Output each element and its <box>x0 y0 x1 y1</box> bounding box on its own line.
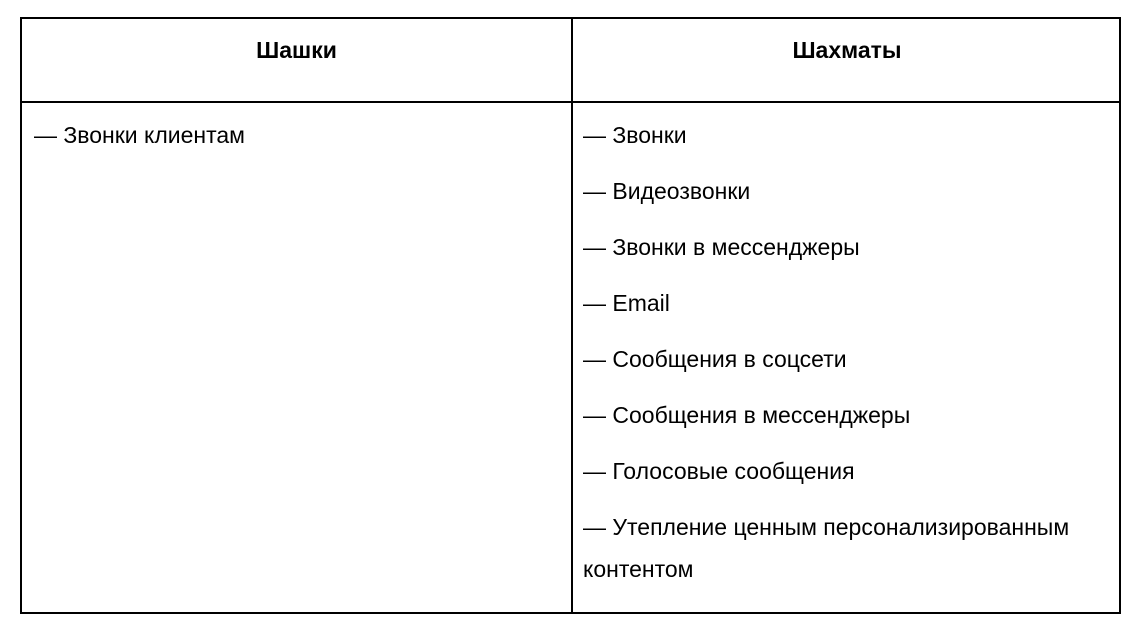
chess-column <box>583 103 1113 618</box>
list-item: — Видеозвонки <box>583 178 751 204</box>
list-item: — Звонки <box>583 122 687 148</box>
list-item: — Сообщения в соцсети <box>583 346 847 372</box>
list-item: — Звонки в мессенджеры <box>583 234 860 260</box>
list-item: — Email <box>583 290 670 316</box>
checkers-column <box>34 103 564 177</box>
list-item: — Звонки клиентам <box>34 122 245 148</box>
list-item: — Голосовые сообщения <box>583 458 855 484</box>
header-chess: Шахматы <box>792 37 902 63</box>
list-item: — Утепление ценным персонализированным контентом <box>583 514 1070 582</box>
column-divider <box>571 19 573 612</box>
list-item: — Сообщения в мессенджеры <box>583 402 911 428</box>
header-checkers: Шашки <box>256 37 337 63</box>
comparison-table <box>20 17 1121 614</box>
